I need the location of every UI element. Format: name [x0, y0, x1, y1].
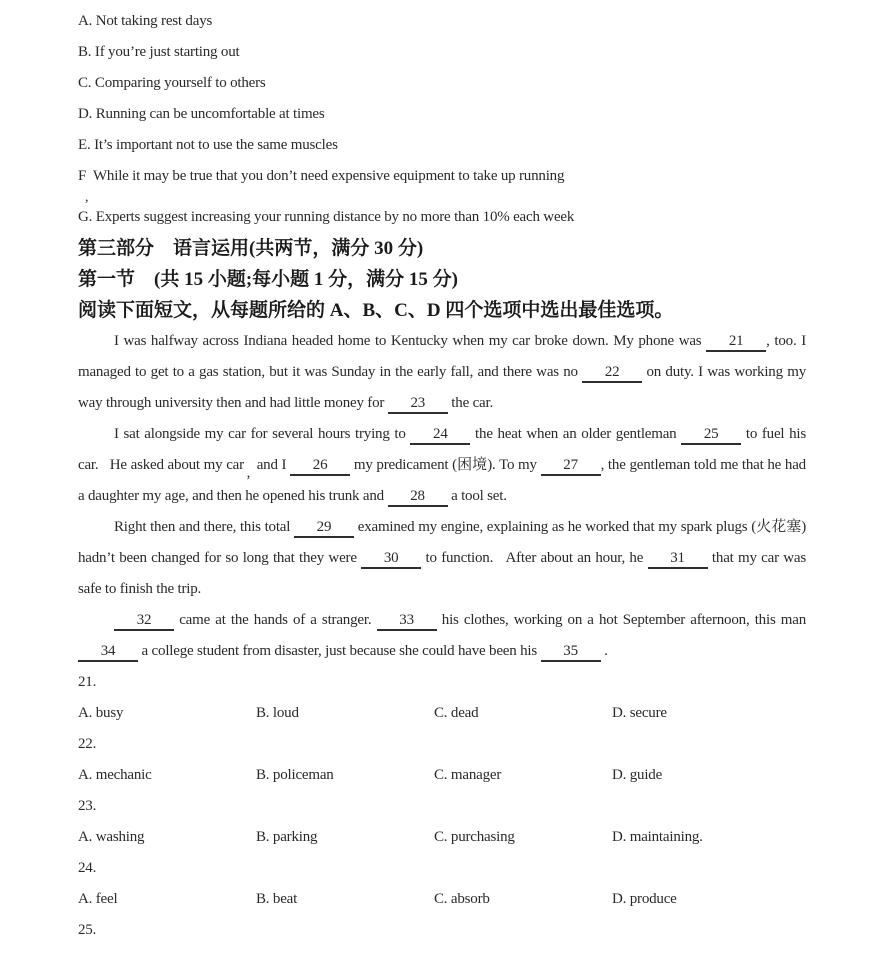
gap-choice-item: G. Experts suggest increasing your running distance by no more than 10% each week	[78, 209, 575, 225]
option-cell: B. policeman	[256, 767, 334, 783]
option-cell: D. maintaining.	[612, 829, 703, 845]
blank-35: 35	[541, 643, 601, 662]
option-cell: C. absorb	[434, 891, 490, 907]
question-options-row	[78, 822, 806, 853]
gap-choice-item: B. If you’re just starting out	[78, 44, 240, 60]
gap-choice-item: A. Not taking rest days	[78, 13, 213, 29]
question-number: 21.	[78, 674, 97, 690]
option-cell: A. busy	[78, 705, 124, 721]
blank-22: 22	[582, 364, 642, 383]
stray-comma-mark: ,	[85, 190, 89, 205]
question-number: 23.	[78, 798, 97, 814]
question-block	[78, 667, 806, 946]
passage-paragraph: 32 came at the hands of a stranger. 33 his clothes, working on a hot September afternoon, this man 34 a college student from disaster, just because she could have been his 35 .	[78, 605, 806, 667]
option-cell: D. secure	[612, 705, 667, 721]
blank-32: 32	[114, 612, 174, 631]
gap-choice-item: E. It’s important not to use the same muscles	[78, 137, 338, 153]
option-cell: C. purchasing	[434, 829, 515, 845]
gap-choices-list	[78, 6, 806, 233]
option-cell: B. loud	[256, 705, 299, 721]
option-cell: D. produce	[612, 891, 677, 907]
option-cell: D. guide	[612, 767, 663, 783]
option-cell: A. feel	[78, 891, 118, 907]
gap-choice-item: D. Running can be uncomfortable at times	[78, 106, 325, 122]
question-number: 25.	[78, 922, 97, 938]
blank-29: 29	[294, 519, 354, 538]
section1-header: 第一节 (共 15 小题;每小题 1 分，满分 15 分)	[78, 269, 458, 290]
blank-21: 21	[706, 333, 766, 352]
cloze-passage	[78, 326, 806, 667]
blank-23: 23	[388, 395, 448, 414]
blank-33: 33	[377, 612, 437, 631]
blank-25: 25	[681, 426, 741, 445]
gap-choice-item: C. Comparing yourself to others	[78, 75, 266, 91]
passage-paragraph: I was halfway across Indiana headed home to Kentucky when my car broke down. My phone was 21 , too. I managed to get to a gas station, but it was Sunday in the early fall, and there was no 22 on duty. I was working my way through university then and had little money for 23 the car.	[78, 326, 806, 419]
question-number: 22.	[78, 736, 97, 752]
question-number: 24.	[78, 860, 97, 876]
option-cell: C. dead	[434, 705, 479, 721]
option-cell: A. washing	[78, 829, 145, 845]
instruction-line: 阅读下面短文，从每题所给的 A、B、C、D 四个选项中选出最佳选项。	[78, 300, 674, 321]
option-cell: A. mechanic	[78, 767, 152, 783]
blank-31: 31	[648, 550, 708, 569]
question-options-row	[78, 884, 806, 915]
option-cell: C. manager	[434, 767, 502, 783]
blank-28: 28	[388, 488, 448, 507]
blank-34: 34	[78, 643, 138, 662]
blank-27: 27	[541, 457, 601, 476]
gap-choice-item: F While it may be true that you don’t need expensive equipment to take up running ,	[78, 161, 806, 192]
passage-paragraph: I sat alongside my car for several hours trying to 24 the heat when an older gentleman 25 to fuel his car. He asked about my car , and I 26 my predicament (困境). To my 27 , the gentleman told me that he had a daughter my age, and then he opened his trunk and 28 a tool set.	[78, 419, 806, 512]
option-cell: B. beat	[256, 891, 298, 907]
passage-paragraph: Right then and there, this total 29 examined my engine, explaining as he worked that my spark plugs (火花塞) hadn’t been changed for so long that they were 30 to function. After about an hour, he 31 that my car was safe to finish the trip.	[78, 519, 806, 597]
question-options-row	[78, 760, 806, 791]
blank-30: 30	[361, 550, 421, 569]
option-cell: B. parking	[256, 829, 318, 845]
blank-24: 24	[410, 426, 470, 445]
part3-header: 第三部分 语言运用(共两节，满分 30 分)	[78, 238, 424, 259]
displaced-comma: ,	[246, 465, 251, 481]
question-options-row	[78, 698, 806, 729]
blank-26: 26	[290, 457, 350, 476]
